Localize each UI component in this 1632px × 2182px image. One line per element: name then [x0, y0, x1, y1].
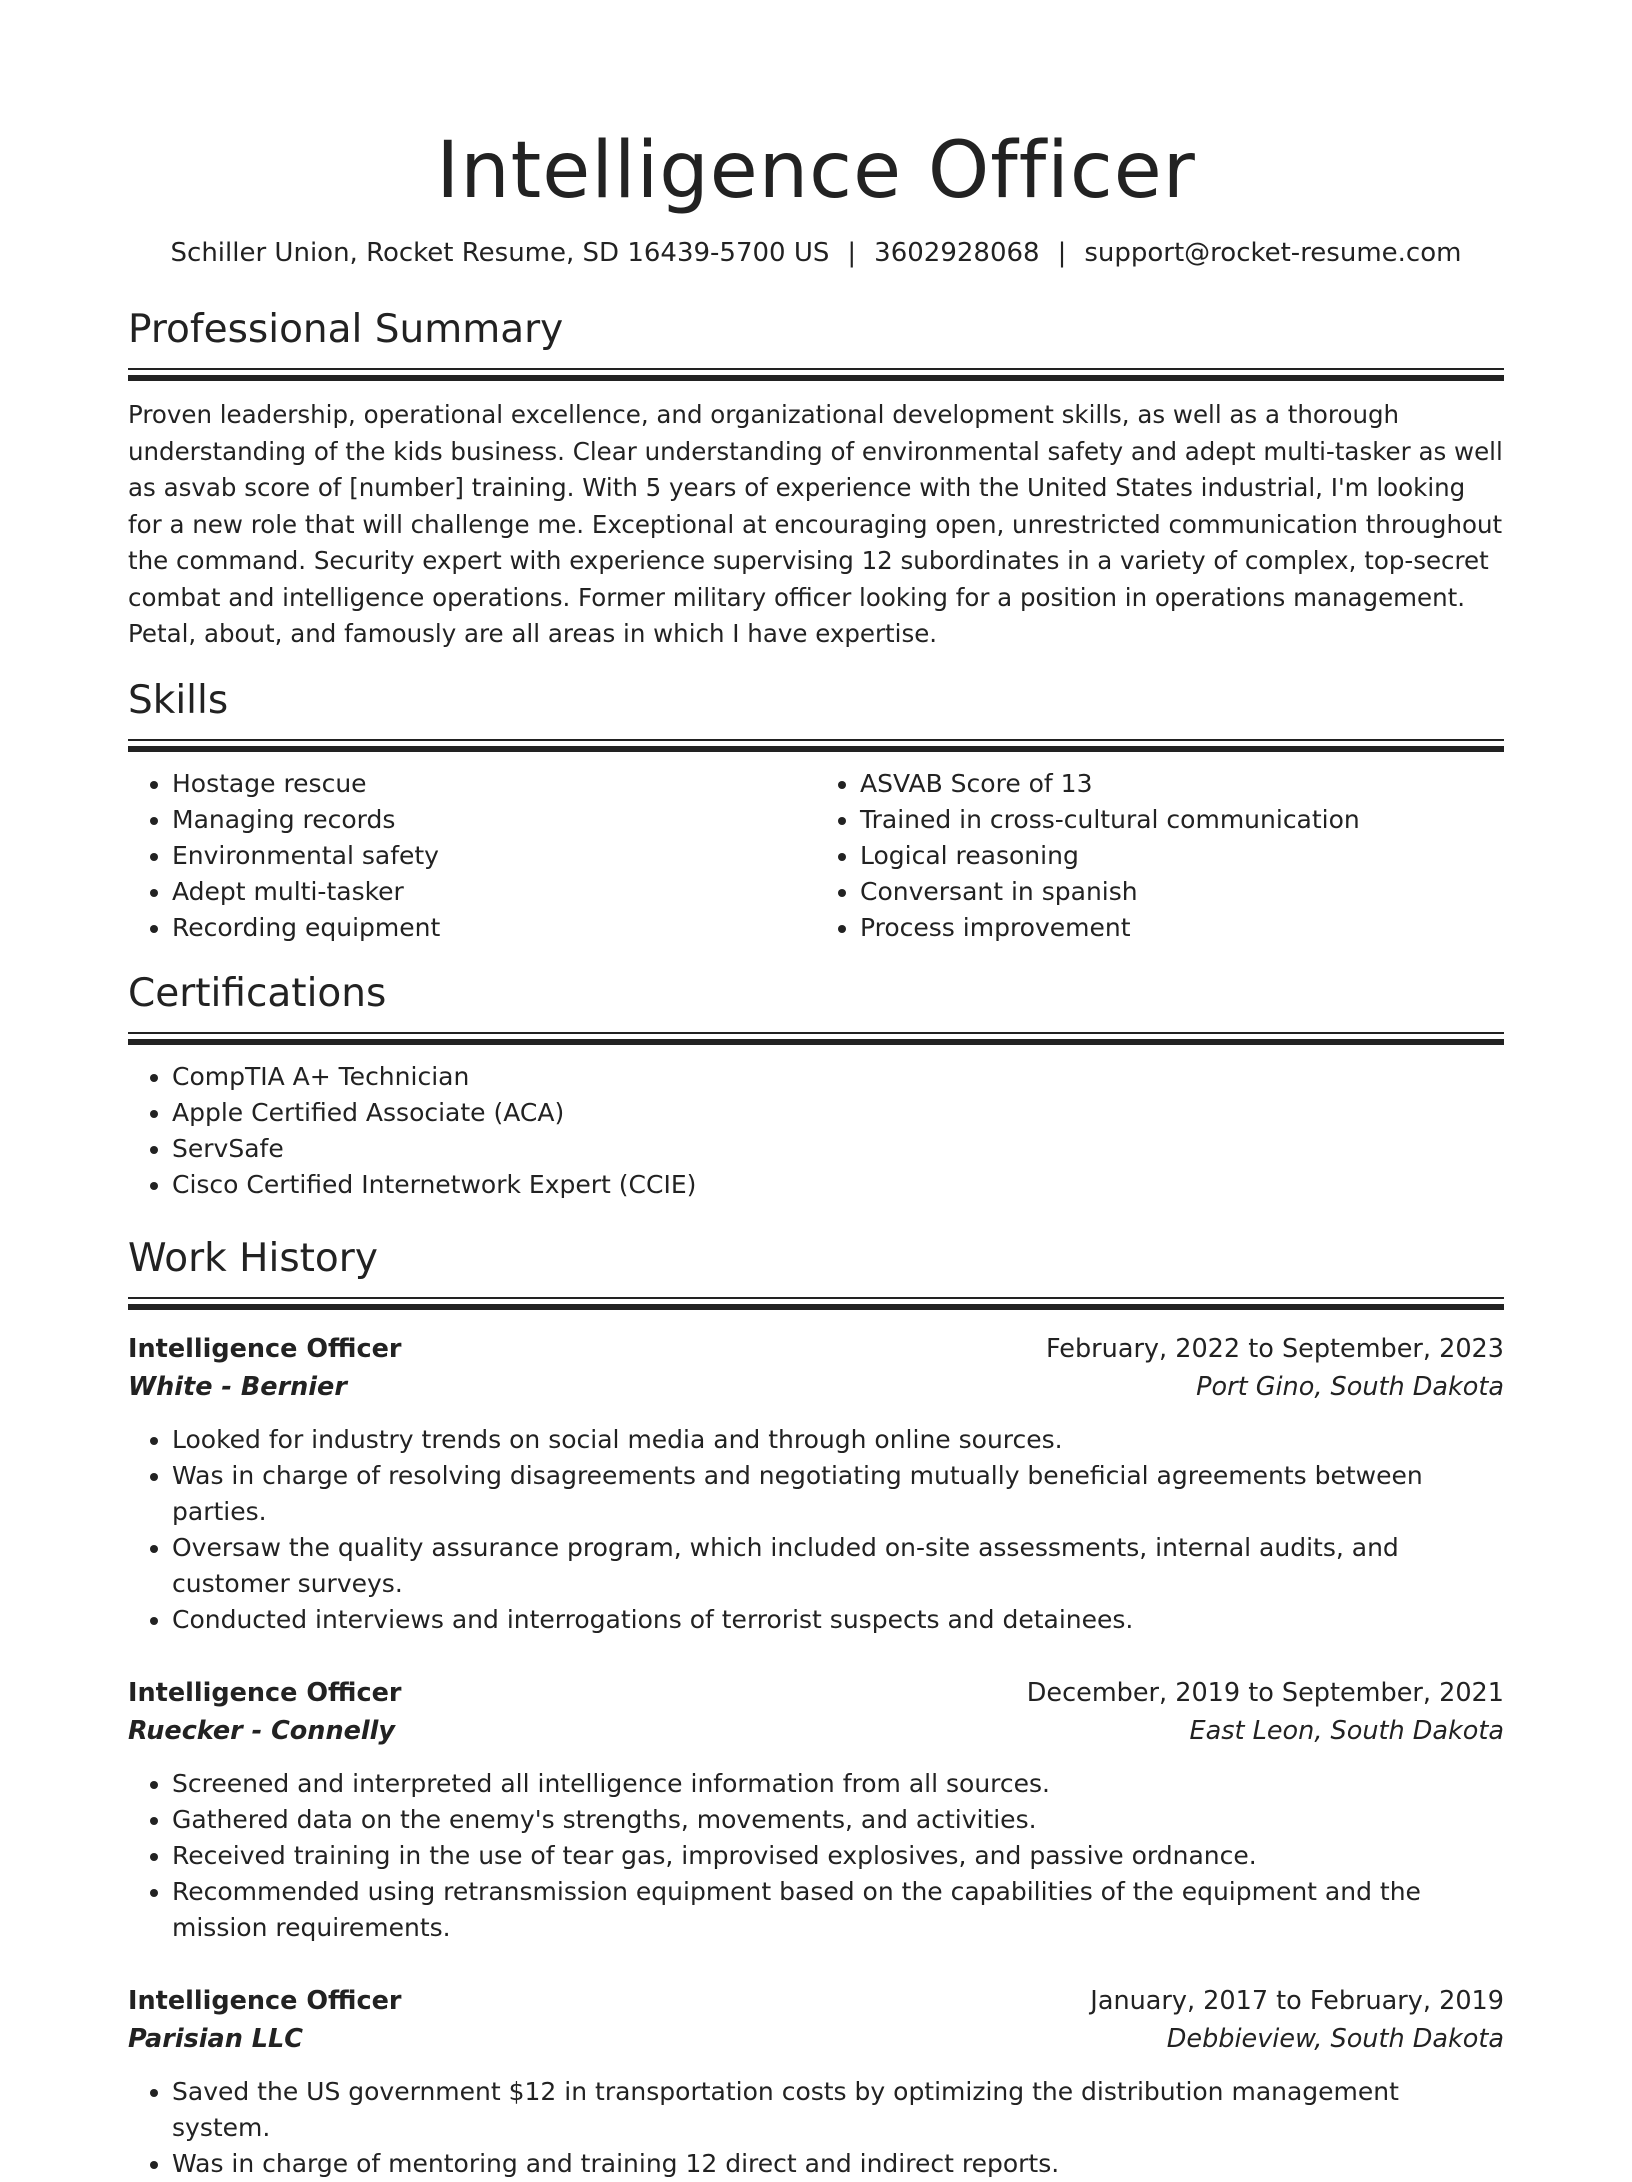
job-company-row — [128, 2020, 1504, 2058]
job-bullet: • Was in charge of mentoring and training 12 direct and indirect reports. — [172, 2146, 1504, 2182]
skill-item: • Recording equipment — [172, 910, 816, 946]
skills-list-right — [816, 766, 1504, 946]
section-divider-thin — [128, 368, 1504, 370]
contact-address: Schiller Union, Rocket Resume, SD 16439-5700 US — [170, 238, 830, 268]
job-header-row — [128, 1330, 1504, 1368]
contact-separator: | — [1057, 238, 1067, 268]
job-bullet: • Screened and interpreted all intelligence information from all sources. — [172, 1766, 1504, 1802]
contact-email: support@rocket-resume.com — [1084, 238, 1462, 268]
section-divider-thin — [128, 1032, 1504, 1034]
job-company-row — [128, 1368, 1504, 1406]
job-bullet: • Conducted interviews and interrogations of terrorist suspects and detainees. — [172, 1602, 1504, 1638]
certification-item: • ServSafe — [172, 1131, 1504, 1167]
skill-item: • Environmental safety — [172, 838, 816, 874]
job-company: Parisian LLC — [128, 2023, 303, 2054]
job-company: Ruecker - Connelly — [128, 1715, 396, 1746]
contact-line — [128, 236, 1504, 270]
job-bullets — [128, 2074, 1504, 2182]
section-divider-thick — [128, 375, 1504, 381]
job-location: Port Gino, South Dakota — [1196, 1371, 1504, 1402]
skill-item: • Process improvement — [860, 910, 1504, 946]
section-divider-thick — [128, 1304, 1504, 1310]
skill-item: • ASVAB Score of 13 — [860, 766, 1504, 802]
professional-summary-section — [128, 306, 1504, 653]
job-bullets — [128, 1422, 1504, 1638]
job-bullet: • Received training in the use of tear gas, improvised explosives, and passive ordnance. — [172, 1838, 1504, 1874]
skills-list-left — [128, 766, 816, 946]
job-dates: December, 2019 to September, 2021 — [1026, 1677, 1504, 1708]
section-divider-thin — [128, 739, 1504, 741]
skills-columns — [128, 766, 1504, 946]
job-entry — [128, 1674, 1504, 1946]
job-bullet: • Looked for industry trends on social media and through online sources. — [172, 1422, 1504, 1458]
skill-item: • Adept multi-tasker — [172, 874, 816, 910]
job-dates: February, 2022 to September, 2023 — [1046, 1333, 1504, 1364]
job-bullet: • Was in charge of resolving disagreements and negotiating mutually beneficial agreements between parties. — [172, 1458, 1504, 1530]
certification-item: • Apple Certified Associate (ACA) — [172, 1095, 1504, 1131]
job-title: Intelligence Officer — [128, 1985, 402, 2016]
contact-phone: 3602928068 — [874, 238, 1040, 268]
job-title: Intelligence Officer — [128, 1333, 402, 1364]
job-header-row — [128, 1674, 1504, 1712]
job-location: East Leon, South Dakota — [1189, 1715, 1504, 1746]
job-entry — [128, 1982, 1504, 2182]
skill-item: • Trained in cross-cultural communication — [860, 802, 1504, 838]
job-company-row — [128, 1712, 1504, 1750]
job-location: Debbieview, South Dakota — [1166, 2023, 1504, 2054]
skill-item: • Conversant in spanish — [860, 874, 1504, 910]
job-entry — [128, 1330, 1504, 1638]
skill-item: • Logical reasoning — [860, 838, 1504, 874]
job-dates: January, 2017 to February, 2019 — [1090, 1985, 1504, 2016]
section-title-summary: Professional Summary — [128, 307, 564, 352]
contact-separator: | — [847, 238, 857, 268]
job-company: White - Bernier — [128, 1371, 347, 1402]
job-header-row — [128, 1982, 1504, 2020]
job-bullet: • Saved the US government $12 in transportation costs by optimizing the distribution management system. — [172, 2074, 1504, 2146]
certifications-list — [128, 1059, 1504, 1203]
certification-item: • CompTIA A+ Technician — [172, 1059, 1504, 1095]
resume-name: Intelligence Officer — [436, 126, 1196, 216]
job-bullet: • Gathered data on the enemy's strengths, movements, and activities. — [172, 1802, 1504, 1838]
work-history-section — [128, 1235, 1504, 2182]
section-title-skills: Skills — [128, 677, 229, 723]
skill-item: • Hostage rescue — [172, 766, 816, 802]
resume-page — [128, 0, 1504, 2182]
certifications-section — [128, 970, 1504, 1203]
section-divider-thin — [128, 1297, 1504, 1299]
job-bullet: • Oversaw the quality assurance program, which included on-site assessments, internal audits, and customer surveys. — [172, 1530, 1504, 1602]
job-bullet: • Recommended using retransmission equipment based on the capabilities of the equipment and the mission requirements. — [172, 1874, 1504, 1946]
summary-text: Proven leadership, operational excellence, and organizational development skills, as well as a thorough understanding of the kids business. Clear understanding of environmental safety and adept multi-tasker as well as asvab score of [number] training. With 5 years of experience with the United States industrial, I'm looking for a new role that will challenge me. Exceptional at encouraging open, unrestricted communication throughout the command. Security expert with experience supervising 12 subordinates in a variety of complex, top-secret combat and intelligence operations. Former military officer looking for a position in operations management. Petal, about, and famously are all areas in which I have expertise. — [128, 400, 1503, 648]
section-divider-thick — [128, 746, 1504, 752]
section-title-certifications: Certifications — [128, 970, 387, 1016]
job-bullets — [128, 1766, 1504, 1946]
skill-item: • Managing records — [172, 802, 816, 838]
section-title-work-history: Work History — [128, 1235, 378, 1281]
section-divider-thick — [128, 1039, 1504, 1045]
job-title: Intelligence Officer — [128, 1677, 402, 1708]
skills-section — [128, 677, 1504, 946]
certification-item: • Cisco Certified Internetwork Expert (CCIE) — [172, 1167, 1504, 1203]
